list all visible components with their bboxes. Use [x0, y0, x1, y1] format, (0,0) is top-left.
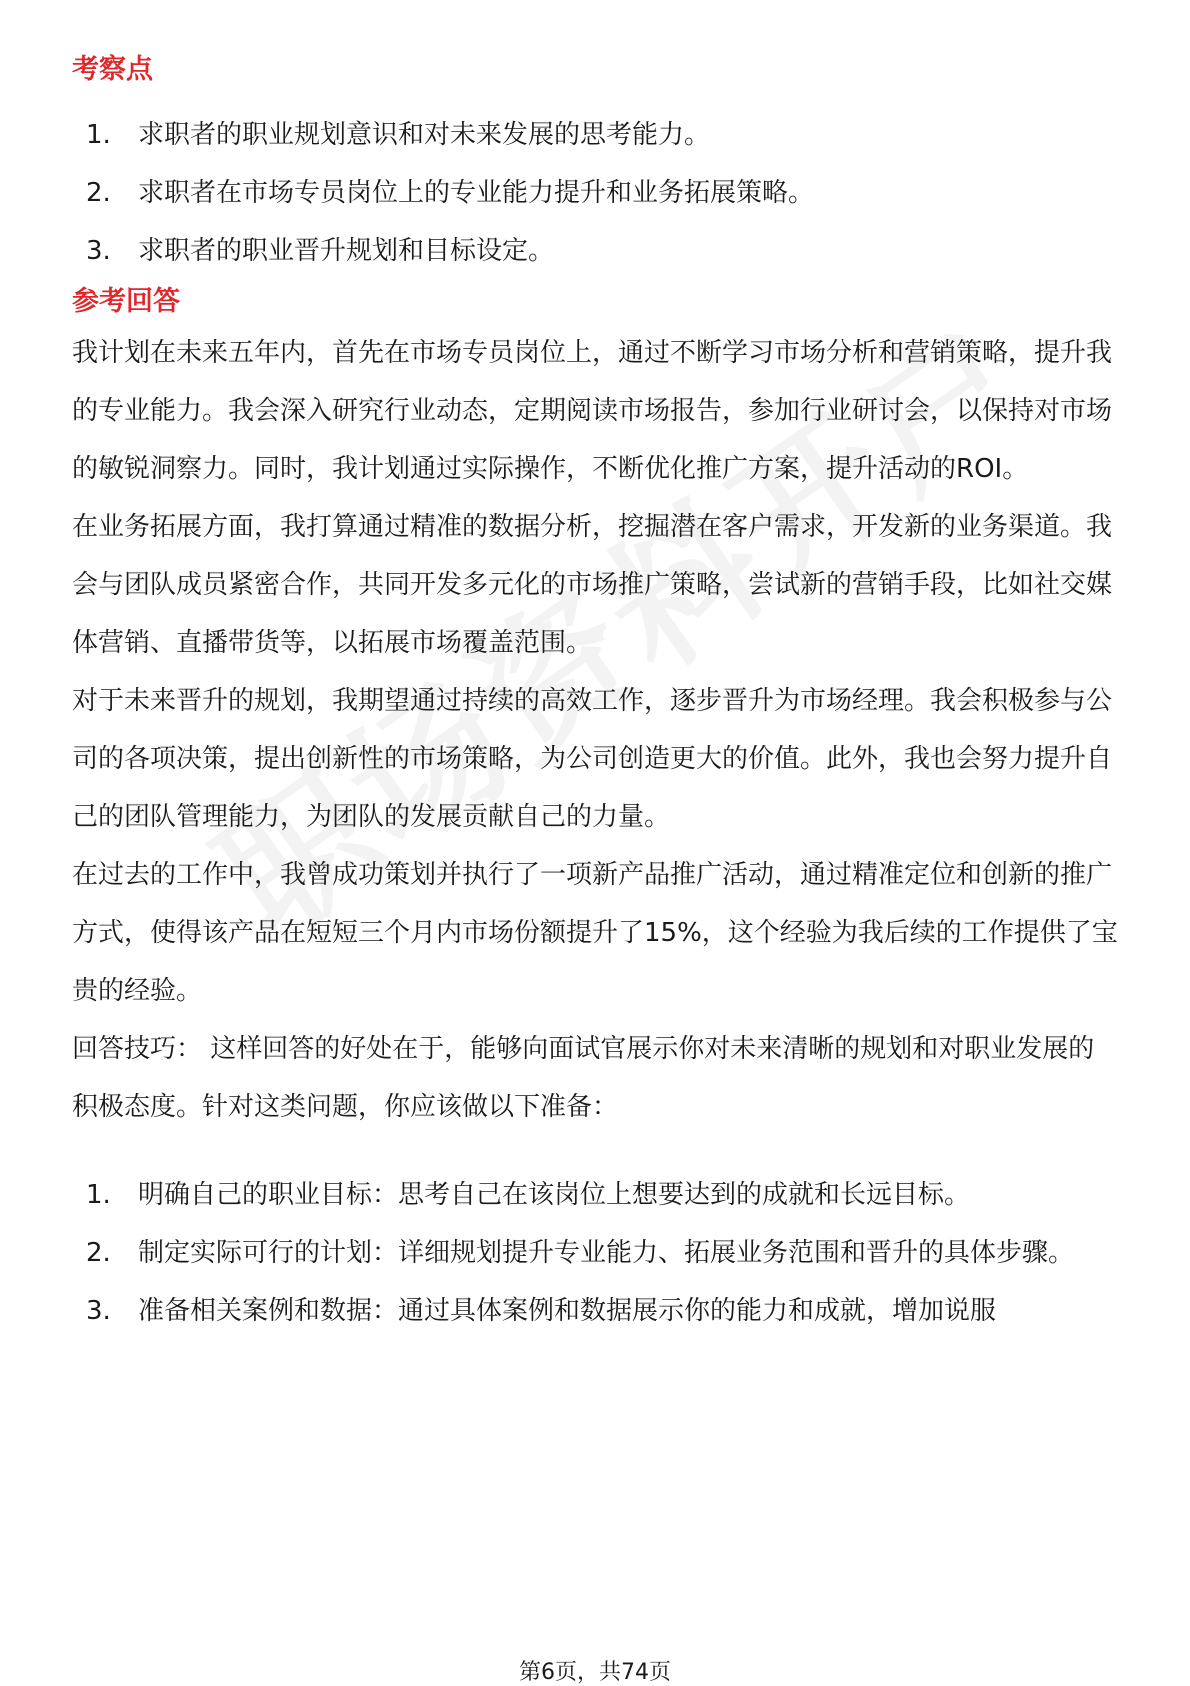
- answer-paragraph: 对于未来晋升的规划，我期望通过持续的高效工作，逐步晋升为市场经理。我会积极参与公司的各项决策，提出创新性的市场策略，为公司创造更大的价值。此外，我也会努力提升自己的团队管理能力，为团队的发展贡献自己的力量。: [72, 686, 1113, 832]
- answer-paragraph: 在业务拓展方面，我打算通过精准的数据分析，挖掘潜在客户需求，开发新的业务渠道。我会与团队成员紧密合作，共同开发多元化的市场推广策略，尝试新的营销手段，比如社交媒体营销、直播带货等，以拓展市场覆盖范围。: [72, 512, 1113, 658]
- tips-intro-paragraph: 回答技巧： 这样回答的好处在于，能够向面试官展示你对未来清晰的规划和对职业发展的积极态度。针对这类问题，你应该做以下准备：: [72, 1034, 1095, 1122]
- list-item: [72, 1224, 1120, 1282]
- list-text: 准备相关案例和数据：通过具体案例和数据展示你的能力和成就，增加说服: [138, 1296, 997, 1326]
- list-item: [72, 222, 1120, 280]
- list-number: 3.: [86, 236, 111, 266]
- list-item: [72, 164, 1120, 222]
- list-item: [72, 1166, 1120, 1224]
- list-text: 求职者的职业晋升规划和目标设定。: [138, 236, 555, 266]
- section-title-answer: 参考回答: [72, 286, 180, 317]
- list-text: 制定实际可行的计划：详细规划提升专业能力、拓展业务范围和晋升的具体步骤。: [138, 1238, 1075, 1268]
- page-footer: 第6页，共74页: [519, 1660, 671, 1685]
- section-title-points: 考察点: [72, 54, 153, 85]
- list-number: 1.: [86, 120, 111, 150]
- list-number: 2.: [86, 1238, 111, 1268]
- document-page: [72, 48, 1120, 1340]
- list-item: [72, 106, 1120, 164]
- list-item: [72, 1282, 1120, 1340]
- points-list: [72, 106, 1120, 280]
- list-text: 求职者在市场专员岗位上的专业能力提升和业务拓展策略。: [138, 178, 815, 208]
- answer-paragraph: 我计划在未来五年内，首先在市场专员岗位上，通过不断学习市场分析和营销策略，提升我的专业能力。我会深入研究行业动态，定期阅读市场报告，参加行业研讨会，以保持对市场的敏锐洞察力。同时，我计划通过实际操作，不断优化推广方案，提升活动的ROI。: [72, 338, 1113, 484]
- list-text: 求职者的职业规划意识和对未来发展的思考能力。: [138, 120, 711, 150]
- list-number: 2.: [86, 178, 111, 208]
- tips-list: [72, 1166, 1120, 1340]
- answer-paragraph: 在过去的工作中，我曾成功策划并执行了一项新产品推广活动，通过精准定位和创新的推广方式，使得该产品在短短三个月内市场份额提升了15%，这个经验为我后续的工作提供了宝贵的经验。: [72, 860, 1118, 1006]
- list-number: 1.: [86, 1180, 111, 1210]
- list-number: 3.: [86, 1296, 111, 1326]
- list-text: 明确自己的职业目标：思考自己在该岗位上想要达到的成就和长远目标。: [138, 1180, 971, 1210]
